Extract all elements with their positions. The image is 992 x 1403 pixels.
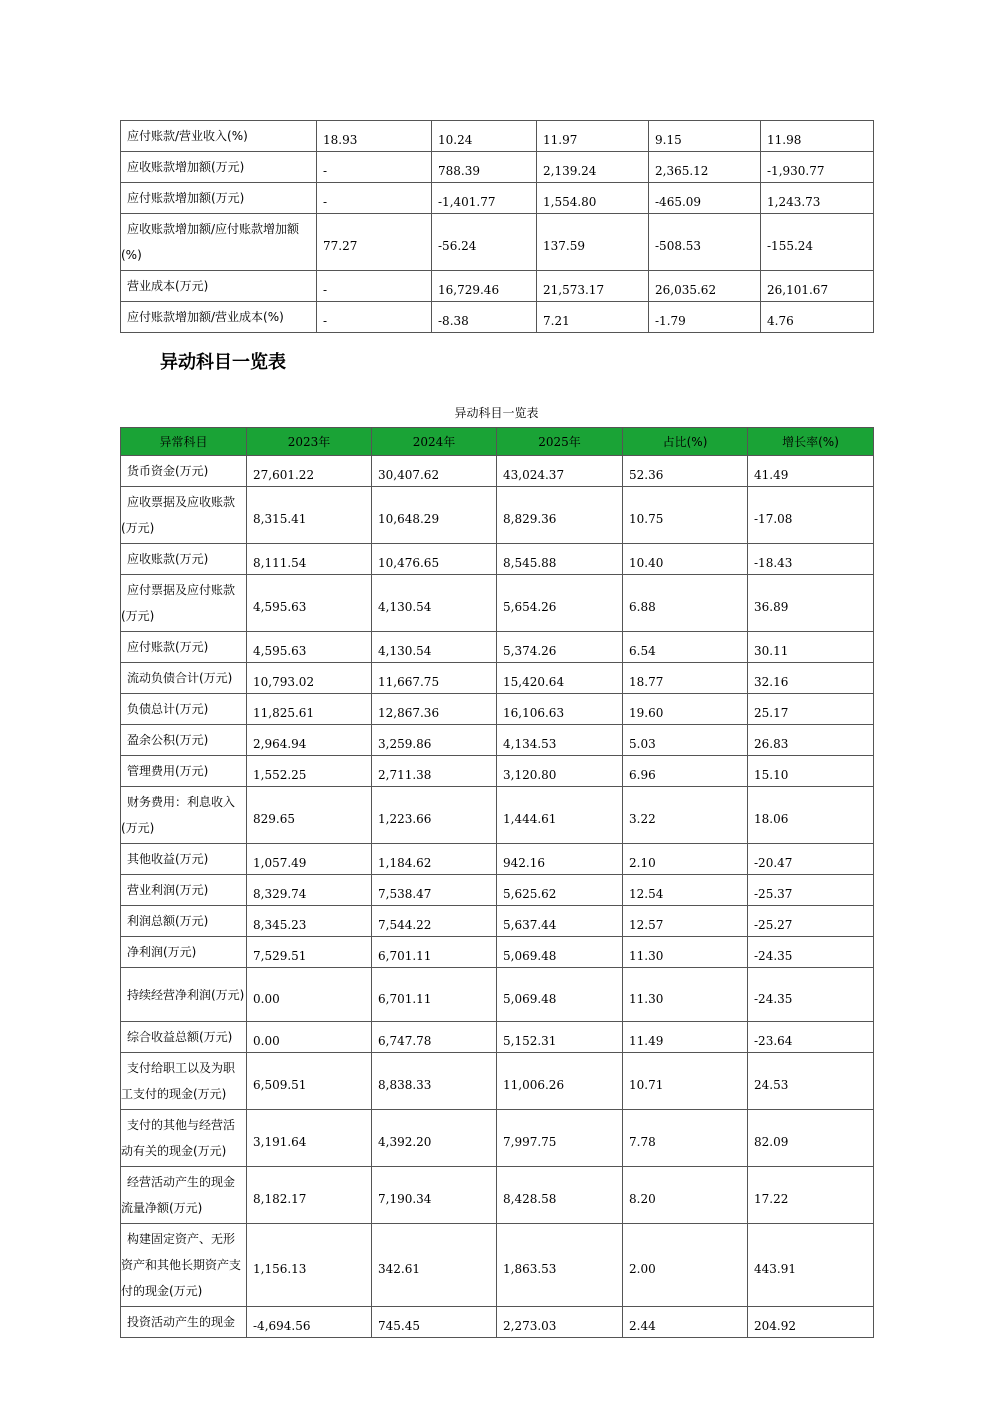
table-cell: 11.49 [623, 1022, 748, 1053]
table-cell: 1,863.53 [497, 1224, 623, 1307]
table-row [121, 875, 874, 906]
table-cell: 6.54 [623, 632, 748, 663]
table-cell: 52.36 [623, 456, 748, 487]
table-cell: 5.03 [623, 725, 748, 756]
table-row [121, 756, 874, 787]
row-label: 综合收益总额(万元) [121, 1022, 247, 1053]
table-row [121, 1022, 874, 1053]
table-cell: 204.92 [748, 1307, 874, 1338]
table-cell: 5,374.26 [497, 632, 623, 663]
table-cell: 8,428.58 [497, 1167, 623, 1224]
table-cell: 10,648.29 [372, 487, 497, 544]
table-row [121, 152, 874, 183]
table-cell: 11.30 [623, 968, 748, 1022]
table-row [121, 456, 874, 487]
row-label: 应付账款(万元) [121, 632, 247, 663]
table-row [121, 183, 874, 214]
table-cell: 11,667.75 [372, 663, 497, 694]
table-cell: 6,747.78 [372, 1022, 497, 1053]
table-cell: 11,006.26 [497, 1053, 623, 1110]
table-row [121, 1224, 874, 1307]
table-cell: 12.57 [623, 906, 748, 937]
table-cell: 1,243.73 [761, 183, 874, 214]
table-row [121, 271, 874, 302]
table-cell: 1,554.80 [537, 183, 649, 214]
table-cell: 8,829.36 [497, 487, 623, 544]
table-cell: 12,867.36 [372, 694, 497, 725]
table-cell: 24.53 [748, 1053, 874, 1110]
table-row [121, 1053, 874, 1110]
table-cell: 3,120.80 [497, 756, 623, 787]
table-cell: 5,637.44 [497, 906, 623, 937]
row-label: 盈余公积(万元) [121, 725, 247, 756]
table-cell: 6.96 [623, 756, 748, 787]
table-cell: 1,223.66 [372, 787, 497, 844]
table-cell: 30.11 [748, 632, 874, 663]
table-header-row [121, 428, 874, 456]
row-label: 营业利润(万元) [121, 875, 247, 906]
table-cell: -4,694.56 [247, 1307, 372, 1338]
table-cell: 829.65 [247, 787, 372, 844]
row-label: 应付票据及应付账款(万元) [121, 575, 247, 632]
row-label: 持续经营净利润(万元) [121, 968, 247, 1022]
table-cell: 30,407.62 [372, 456, 497, 487]
table-cell: 9.15 [649, 121, 761, 152]
table-cell: 342.61 [372, 1224, 497, 1307]
table-cell: 3,259.86 [372, 725, 497, 756]
row-label: 营业成本(万元) [121, 271, 317, 302]
table-cell: 3,191.64 [247, 1110, 372, 1167]
table-cell: 443.91 [748, 1224, 874, 1307]
table-cell: -1,930.77 [761, 152, 874, 183]
table-cell: 10.71 [623, 1053, 748, 1110]
table-cell: 7,997.75 [497, 1110, 623, 1167]
header-2025: 2025年 [497, 428, 623, 456]
table-cell: 36.89 [748, 575, 874, 632]
table-cell: 4,130.54 [372, 632, 497, 663]
table-cell: -20.47 [748, 844, 874, 875]
table-cell: 4.76 [761, 302, 874, 333]
table-row [121, 214, 874, 271]
table-cell: 10.40 [623, 544, 748, 575]
table-cell: 8.20 [623, 1167, 748, 1224]
header-growth: 增长率(%) [748, 428, 874, 456]
header-2024: 2024年 [372, 428, 497, 456]
table-cell: 6.88 [623, 575, 748, 632]
table-cell: -1,401.77 [432, 183, 537, 214]
table-cell: -23.64 [748, 1022, 874, 1053]
table-cell: 32.16 [748, 663, 874, 694]
header-share: 占比(%) [623, 428, 748, 456]
table-cell: 2.00 [623, 1224, 748, 1307]
table-cell: 27,601.22 [247, 456, 372, 487]
row-label: 流动负债合计(万元) [121, 663, 247, 694]
table-row [121, 121, 874, 152]
table-cell: 7,190.34 [372, 1167, 497, 1224]
table-cell: 7,529.51 [247, 937, 372, 968]
table-cell: -8.38 [432, 302, 537, 333]
table-cell: 25.17 [748, 694, 874, 725]
table-cell: -24.35 [748, 968, 874, 1022]
table-cell: -25.27 [748, 906, 874, 937]
table-cell: 21,573.17 [537, 271, 649, 302]
table-cell: 18.06 [748, 787, 874, 844]
row-label: 应付账款增加额/营业成本(%) [121, 302, 317, 333]
table-cell: 26.83 [748, 725, 874, 756]
table-cell: 6,701.11 [372, 968, 497, 1022]
abnormal-items-table [120, 427, 874, 1338]
table-row [121, 1307, 874, 1338]
table-cell: - [317, 183, 432, 214]
table-cell: 8,182.17 [247, 1167, 372, 1224]
table-cell: 4,130.54 [372, 575, 497, 632]
table-cell: 19.60 [623, 694, 748, 725]
table-cell: -17.08 [748, 487, 874, 544]
table-cell: 745.45 [372, 1307, 497, 1338]
table-cell: 11.98 [761, 121, 874, 152]
table-cell: 2,139.24 [537, 152, 649, 183]
table-cell: - [317, 302, 432, 333]
table-cell: 4,134.53 [497, 725, 623, 756]
table-cell: 2,273.03 [497, 1307, 623, 1338]
ratio-table [120, 120, 874, 333]
table-cell: 82.09 [748, 1110, 874, 1167]
row-label: 应收票据及应收账款(万元) [121, 487, 247, 544]
row-label: 支付给职工以及为职工支付的现金(万元) [121, 1053, 247, 1110]
table-cell: 11.30 [623, 937, 748, 968]
table-cell: 7,538.47 [372, 875, 497, 906]
table-cell: 10.75 [623, 487, 748, 544]
table-cell: 26,101.67 [761, 271, 874, 302]
table-cell: 8,329.74 [247, 875, 372, 906]
table-cell: 10.24 [432, 121, 537, 152]
table-cell: 5,654.26 [497, 575, 623, 632]
table-cell: 8,838.33 [372, 1053, 497, 1110]
table-row [121, 663, 874, 694]
row-label: 利润总额(万元) [121, 906, 247, 937]
section-title: 异动科目一览表 [160, 352, 286, 373]
table-row [121, 725, 874, 756]
table-cell: 6,509.51 [247, 1053, 372, 1110]
row-label: 应收账款增加额(万元) [121, 152, 317, 183]
row-label: 应付账款/营业收入(%) [121, 121, 317, 152]
row-label: 净利润(万元) [121, 937, 247, 968]
table-cell: 5,152.31 [497, 1022, 623, 1053]
table-cell: 2.44 [623, 1307, 748, 1338]
table-cell: 0.00 [247, 1022, 372, 1053]
table-row [121, 787, 874, 844]
table-cell: 4,595.63 [247, 575, 372, 632]
table-cell: -24.35 [748, 937, 874, 968]
table-cell: -1.79 [649, 302, 761, 333]
table-cell: 1,184.62 [372, 844, 497, 875]
table-cell: 10,476.65 [372, 544, 497, 575]
table-cell: 6,701.11 [372, 937, 497, 968]
table-row [121, 906, 874, 937]
table-cell: -465.09 [649, 183, 761, 214]
table-cell: 15.10 [748, 756, 874, 787]
table-cell: 7.21 [537, 302, 649, 333]
table-cell: 2,964.94 [247, 725, 372, 756]
row-label: 财务费用：利息收入(万元) [121, 787, 247, 844]
table-row [121, 487, 874, 544]
table-cell: 12.54 [623, 875, 748, 906]
table-cell: 10,793.02 [247, 663, 372, 694]
row-label: 投资活动产生的现金 [121, 1307, 247, 1338]
row-label: 构建固定资产、无形资产和其他长期资产支付的现金(万元) [121, 1224, 247, 1307]
table-cell: 942.16 [497, 844, 623, 875]
table-cell: 11,825.61 [247, 694, 372, 725]
row-label: 应收账款增加额/应付账款增加额(%) [121, 214, 317, 271]
table-cell: 5,069.48 [497, 937, 623, 968]
table-cell: 8,345.23 [247, 906, 372, 937]
table-cell: 1,552.25 [247, 756, 372, 787]
table-cell: 18.93 [317, 121, 432, 152]
table-cell: -155.24 [761, 214, 874, 271]
table-row [121, 694, 874, 725]
table-cell: 2,711.38 [372, 756, 497, 787]
row-label: 支付的其他与经营活动有关的现金(万元) [121, 1110, 247, 1167]
table-row [121, 575, 874, 632]
table-cell: - [317, 271, 432, 302]
table-row [121, 632, 874, 663]
table-cell: 26,035.62 [649, 271, 761, 302]
table-cell: 3.22 [623, 787, 748, 844]
row-label: 应付账款增加额(万元) [121, 183, 317, 214]
table-cell: 137.59 [537, 214, 649, 271]
table-cell: 8,315.41 [247, 487, 372, 544]
table-cell: 18.77 [623, 663, 748, 694]
table-cell: 4,392.20 [372, 1110, 497, 1167]
row-label: 经营活动产生的现金流量净额(万元) [121, 1167, 247, 1224]
table-cell: 8,545.88 [497, 544, 623, 575]
table-cell: 1,444.61 [497, 787, 623, 844]
table-row [121, 937, 874, 968]
table-row [121, 1167, 874, 1224]
table-cell: 2,365.12 [649, 152, 761, 183]
table-cell: 7,544.22 [372, 906, 497, 937]
table-cell: 16,106.63 [497, 694, 623, 725]
table-cell: 1,156.13 [247, 1224, 372, 1307]
table-row [121, 544, 874, 575]
table-cell: - [317, 152, 432, 183]
table-cell: 788.39 [432, 152, 537, 183]
table-cell: 15,420.64 [497, 663, 623, 694]
table-cell: 7.78 [623, 1110, 748, 1167]
table-cell: 5,625.62 [497, 875, 623, 906]
row-label: 货币资金(万元) [121, 456, 247, 487]
table-row [121, 968, 874, 1022]
table-cell: 17.22 [748, 1167, 874, 1224]
table-cell: 41.49 [748, 456, 874, 487]
table-cell: -25.37 [748, 875, 874, 906]
row-label: 管理费用(万元) [121, 756, 247, 787]
row-label: 其他收益(万元) [121, 844, 247, 875]
table-cell: -508.53 [649, 214, 761, 271]
table-row [121, 1110, 874, 1167]
table-cell: -18.43 [748, 544, 874, 575]
table-cell: 4,595.63 [247, 632, 372, 663]
table-caption: 异动科目一览表 [454, 406, 539, 420]
table-cell: 43,024.37 [497, 456, 623, 487]
table-row [121, 302, 874, 333]
table-cell: 16,729.46 [432, 271, 537, 302]
table-cell: 77.27 [317, 214, 432, 271]
header-2023: 2023年 [247, 428, 372, 456]
table-cell: 11.97 [537, 121, 649, 152]
table-cell: 0.00 [247, 968, 372, 1022]
row-label: 负债总计(万元) [121, 694, 247, 725]
table-row [121, 844, 874, 875]
row-label: 应收账款(万元) [121, 544, 247, 575]
table-cell: 5,069.48 [497, 968, 623, 1022]
table-cell: 2.10 [623, 844, 748, 875]
table-cell: -56.24 [432, 214, 537, 271]
header-item: 异常科目 [121, 428, 247, 456]
table-cell: 8,111.54 [247, 544, 372, 575]
table-cell: 1,057.49 [247, 844, 372, 875]
